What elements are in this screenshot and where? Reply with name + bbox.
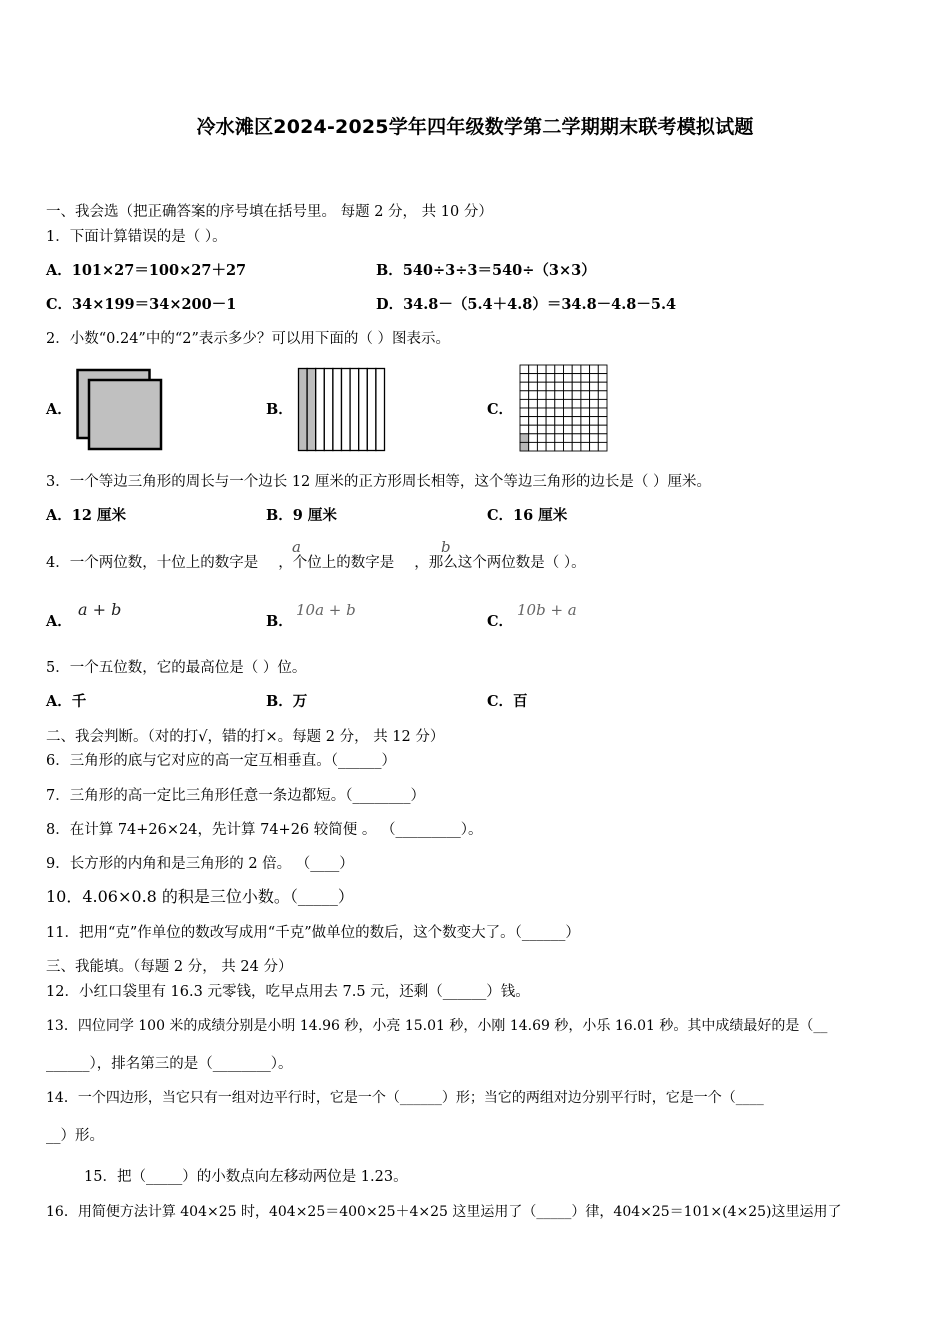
question-4-option-b-expr: 10a + b (296, 601, 356, 619)
question-5-option-a[interactable]: A．千 (46, 693, 87, 710)
grid-cell (520, 425, 529, 434)
question-7: 7．三角形的高一定比三角形任意一条边都短。（________） (46, 788, 425, 804)
grid-cell (529, 374, 538, 383)
grid-cell (572, 408, 581, 417)
grid-cell (546, 417, 555, 426)
grid-cell (598, 442, 607, 451)
question-5-stem: 5．一个五位数，它的最高位是（ ）位。 (46, 660, 307, 676)
question-16: 16．用简便方法计算 404×25 时，404×25＝400×25＋4×25 这里运用了（_____）律，404×25＝101×(4×25)这里运用了 (46, 1204, 842, 1220)
grid-cell (520, 434, 529, 443)
strip-cell (307, 369, 316, 451)
question-1-option-d[interactable]: D．34.8－（5.4＋4.8）＝34.8－4.8－5.4 (376, 296, 677, 313)
grid-cell (529, 442, 538, 451)
question-3-option-c[interactable]: C．16 厘米 (487, 507, 568, 524)
grid-cell (598, 425, 607, 434)
question-2-option-b-label[interactable]: B． (266, 401, 293, 418)
question-4-stem-part3: ，那么这个两位数是（ ）。 (414, 555, 586, 571)
question-3-option-b[interactable]: B．9 厘米 (266, 507, 337, 524)
question-8: 8．在计算 74+26×24，先计算 74+26 较简便 。 （_________）。 (46, 822, 483, 838)
grid-cell (546, 434, 555, 443)
variable-b: b (441, 538, 451, 556)
grid-cell (546, 391, 555, 400)
page-title: 冷水滩区2024-2025学年四年级数学第二学期期末联考模拟试题 (196, 116, 754, 138)
grid-cell (546, 382, 555, 391)
question-4-option-c-expr: 10b + a (517, 601, 577, 619)
strip-cell (376, 369, 385, 451)
grid-cell (564, 374, 573, 383)
grid-cell (537, 417, 546, 426)
section-2-heading: 二、我会判断。（对的打√，错的打×。每题 2 分， 共 12 分） (46, 729, 445, 745)
grid-cell (572, 417, 581, 426)
grid-cell (520, 374, 529, 383)
question-4-stem (46, 553, 586, 573)
grid-cell (564, 399, 573, 408)
grid-cell (529, 365, 538, 374)
grid-cell (555, 382, 564, 391)
question-5-option-c[interactable]: C．百 (487, 693, 528, 710)
grid-cell (537, 408, 546, 417)
grid-cell (546, 399, 555, 408)
grid-cell (529, 425, 538, 434)
grid-cell (598, 399, 607, 408)
grid-cell (555, 417, 564, 426)
grid-cell (529, 434, 538, 443)
grid-cell (590, 408, 599, 417)
grid-cell (572, 442, 581, 451)
grid-cell (590, 434, 599, 443)
grid-cell (537, 434, 546, 443)
grid-cell (581, 408, 590, 417)
grid-cell (581, 391, 590, 400)
strip-cell (359, 369, 368, 451)
question-1-option-c[interactable]: C．34×199＝34×200－1 (46, 296, 237, 313)
grid-cell (555, 442, 564, 451)
strip-cell (367, 369, 376, 451)
two-squares-figure (76, 368, 164, 452)
grid-cell (529, 382, 538, 391)
grid-cell (564, 365, 573, 374)
grid-cell (581, 434, 590, 443)
grid-cell (572, 391, 581, 400)
grid-cell (564, 417, 573, 426)
grid-cell (537, 374, 546, 383)
grid-cell (564, 391, 573, 400)
grid-cell (590, 382, 599, 391)
grid-cell (590, 442, 599, 451)
grid-cell (537, 391, 546, 400)
hundredths-grid-figure (519, 364, 609, 452)
grid-cell (581, 382, 590, 391)
grid-cell (590, 374, 599, 383)
question-2-stem: 2．小数“0.24”中的“2”表示多少？可以用下面的（ ）图表示。 (46, 331, 450, 347)
grid-cell (555, 425, 564, 434)
strip-cell (324, 369, 333, 451)
question-4-option-a-label[interactable]: A． (46, 613, 72, 630)
grid-cell (598, 391, 607, 400)
grid-cell (555, 365, 564, 374)
grid-cell (572, 434, 581, 443)
grid-cell (564, 408, 573, 417)
grid-cell (537, 442, 546, 451)
grid-cell (555, 374, 564, 383)
question-9: 9．长方形的内角和是三角形的 2 倍。 （____） (46, 856, 354, 872)
question-15: 15．把（_____）的小数点向左移动两位是 1.23。 (84, 1169, 408, 1185)
grid-cell (520, 399, 529, 408)
question-13-line-2: ______），排名第三的是（________）。 (46, 1056, 293, 1072)
grid-cell (546, 425, 555, 434)
question-3-stem: 3．一个等边三角形的周长与一个边长 12 厘米的正方形周长相等，这个等边三角形的边长是（ ）厘米。 (46, 474, 711, 490)
question-1-stem: 1．下面计算错误的是（ ）。 (46, 229, 227, 245)
grid-cell (564, 434, 573, 443)
question-4-stem-part1: 4．一个两位数，十位上的数字是 (46, 555, 259, 571)
grid-cell (598, 434, 607, 443)
grid-cell (581, 442, 590, 451)
grid-cell (529, 408, 538, 417)
question-3-option-a[interactable]: A．12 厘米 (46, 507, 126, 524)
question-6: 6．三角形的底与它对应的高一定互相垂直。（______） (46, 753, 396, 769)
grid-cell (520, 417, 529, 426)
strip-cell (342, 369, 351, 451)
question-12: 12．小红口袋里有 16.3 元零钱，吃早点用去 7.5 元，还剩（______）钱。 (46, 984, 530, 1000)
grid-cell (598, 408, 607, 417)
grid-cell (555, 434, 564, 443)
grid-cell (546, 408, 555, 417)
grid-cell (537, 399, 546, 408)
grid-cell (520, 442, 529, 451)
question-4-option-a-expr: a + b (78, 600, 122, 619)
grid-cell (590, 399, 599, 408)
question-10: 10．4.06×0.8 的积是三位小数。（_____） (46, 887, 354, 906)
strip-cell (350, 369, 359, 451)
question-11: 11．把用“克”作单位的数改写成用“千克”做单位的数后，这个数变大了。（______） (46, 925, 580, 941)
grid-cell (546, 374, 555, 383)
grid-cell (520, 391, 529, 400)
grid-cell (590, 425, 599, 434)
variable-a: a (292, 538, 301, 556)
grid-cell (520, 365, 529, 374)
strip-cell (299, 369, 308, 451)
grid-cell (590, 365, 599, 374)
section-3-heading: 三、我能填。（每题 2 分， 共 24 分） (46, 959, 293, 975)
question-1-option-a[interactable]: A．101×27＝100×27＋27 (46, 262, 247, 279)
grid-cell (564, 442, 573, 451)
grid-cell (581, 417, 590, 426)
grid-cell (581, 374, 590, 383)
grid-cell (555, 408, 564, 417)
question-4-stem-part2: ，个位上的数字是 (278, 555, 395, 571)
grid-cell (564, 425, 573, 434)
grid-cell (546, 442, 555, 451)
grid-cell (572, 399, 581, 408)
grid-cell (572, 382, 581, 391)
grid-cell (546, 365, 555, 374)
question-1-option-b[interactable]: B．540÷3÷3＝540÷（3×3） (376, 262, 596, 279)
grid-cell (529, 399, 538, 408)
question-2-option-a-label[interactable]: A． (46, 401, 72, 418)
grid-cell (555, 391, 564, 400)
question-14-line-1: 14．一个四边形，当它只有一组对边平行时，它是一个（______）形；当它的两组对边分别平行时，它是一个（____ (46, 1090, 764, 1106)
tenths-strips-figure (297, 367, 387, 452)
grid-cell (529, 391, 538, 400)
grid-cell (590, 391, 599, 400)
question-14-line-2: __）形。 (46, 1128, 104, 1144)
question-4-option-c-label[interactable]: C． (487, 613, 514, 630)
grid-cell (572, 425, 581, 434)
grid-cell (572, 374, 581, 383)
question-2-option-c-label[interactable]: C． (487, 401, 514, 418)
grid-cell (555, 399, 564, 408)
grid-cell (520, 408, 529, 417)
grid-cell (572, 365, 581, 374)
grid-cell (598, 382, 607, 391)
grid-cell (598, 365, 607, 374)
grid-cell (529, 417, 538, 426)
grid-cell (581, 365, 590, 374)
grid-cell (520, 382, 529, 391)
question-13-line-1: 13．四位同学 100 米的成绩分别是小明 14.96 秒，小亮 15.01 秒，小刚 14.69 秒，小乐 16.01 秒。其中成绩最好的是（__ (46, 1018, 828, 1034)
grid-cell (537, 382, 546, 391)
grid-cell (581, 399, 590, 408)
strip-cell (316, 369, 325, 451)
section-1-heading: 一、我会选（把正确答案的序号填在括号里。 每题 2 分， 共 10 分） (46, 204, 493, 220)
strip-cell (333, 369, 342, 451)
grid-cell (564, 382, 573, 391)
question-5-option-b[interactable]: B．万 (266, 693, 308, 710)
question-4-option-b-label[interactable]: B． (266, 613, 293, 630)
grid-cell (598, 417, 607, 426)
grid-cell (581, 425, 590, 434)
grid-cell (537, 365, 546, 374)
grid-cell (598, 374, 607, 383)
grid-cell (537, 425, 546, 434)
grid-cell (590, 417, 599, 426)
